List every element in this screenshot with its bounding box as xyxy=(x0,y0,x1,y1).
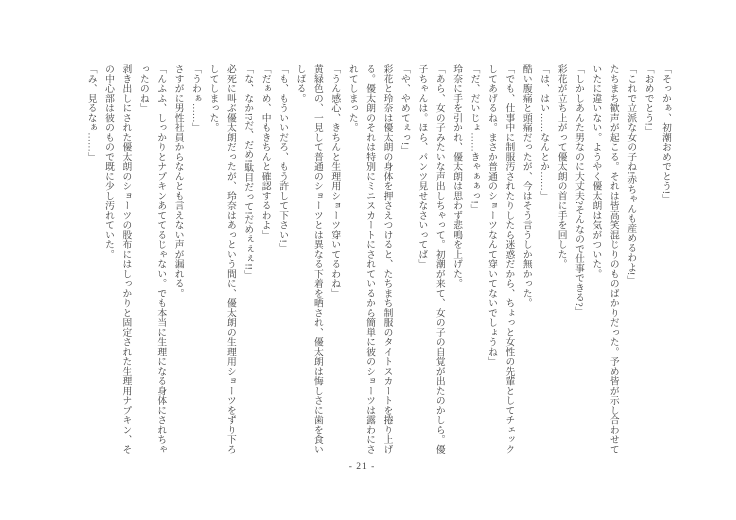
text-column: たちまち歓声が起こる。それは皆高笑混じりのものばかりだった。予め皆が示し合わせて xyxy=(607,64,619,454)
text-column: 「でも、仕事中に制服汚されたりしたら迷惑だから、ちょっと女性の先輩としてチェック xyxy=(503,64,515,454)
text-column: いたに違いない。ようやく優太朗は気がついた。 xyxy=(590,64,602,279)
text-column: 彩花と玲奈は優太朗の身体を押さえつけると、たちまち制服のタイトスカートを捲り上げ xyxy=(381,64,393,454)
text-column: 子ちゃんは。ほら、パンツ見せなさいってば」 xyxy=(416,64,428,269)
text-column: る。優太朗のそれは特別にミニスカートにされているから簡単に彼のショーツは露わにさ xyxy=(364,64,376,454)
text-column: 黄緑色の、一見して普通のショーツとは異なる下着を晒され、優太朗は悔しさに歯を食い xyxy=(311,64,323,454)
text-column: 彩花が立ち上がって優太朗の首に手を回した。 xyxy=(555,64,567,269)
text-column: 「おめでとう!」 xyxy=(642,64,654,136)
text-column: 「だ、だいじょ……きゃぁぁっ!」 xyxy=(468,64,480,214)
text-column: 「うん感心、きちんと生理用ショーツ穿いてるわね」 xyxy=(329,64,341,298)
text-column: 「も、もういいだろ、もう許して下さい!」 xyxy=(277,64,289,253)
text-column: 「み、見るなぁ……」 xyxy=(85,64,97,162)
text-column: 「しかしあんた男なのに大丈夫?そんなので仕事できる?」 xyxy=(572,64,584,317)
text-column: 「んふふ、しっかりとナプキンあててるじゃない。でも本当に生理になる身体にされちゃ xyxy=(155,64,167,454)
body-text xyxy=(82,64,674,456)
page-number: - 21 - xyxy=(348,462,376,472)
text-column: 「や、やめてぇっ!」 xyxy=(398,64,410,155)
text-column: してしまった。 xyxy=(207,64,219,133)
text-column: 必死に叫ぶ優太朗だったが、玲奈はあっという間に、優太朗の生理用ショーツをずり下ろ xyxy=(224,64,236,454)
text-column: 「あら、女の子みたいな声出しちゃって。初潮が来て、女の子の自覚が出たのかしら。優 xyxy=(433,64,445,454)
text-column: ったのね」 xyxy=(137,64,149,113)
text-column: しばる。 xyxy=(294,64,306,103)
text-column: 「これで立派な女の子ね!赤ちゃんも産めるわよ!」 xyxy=(625,64,637,285)
text-column: の中心部は彼のもので既に少し汚れていた。 xyxy=(103,64,114,259)
text-column: 「うわぁ……」 xyxy=(190,64,202,133)
text-column: してあげるね。まさか普通のショーツなんて穿いてないでしょうね」 xyxy=(485,64,497,367)
text-column: さすがに男性社員からなんとも言えない声が漏れる。 xyxy=(172,64,184,298)
text-column: 「だぁめ、中もきちんと確認するわよ」 xyxy=(259,64,271,240)
text-column: 「そっかぁ、初潮おめでとう!」 xyxy=(660,64,671,204)
text-column: 剥き出しにされた優太朗のショーツの股布にはしっかりと固定された生理用ナプキン、そ xyxy=(120,64,132,454)
text-column: 「は、はい……なんとか……」 xyxy=(538,64,550,201)
text-column: 酷い腹痛と頭痛だったが、今はそう言うしか無かった。 xyxy=(520,64,532,308)
text-column: 「な、なか!?だ、だめ!駄目だって!だめぇぇぇ!!」 xyxy=(242,64,254,280)
text-column: 玲奈に手を引かれ、優太朗は思わず悲鳴を上げた。 xyxy=(451,64,463,289)
text-column: れてしまった。 xyxy=(346,64,358,133)
